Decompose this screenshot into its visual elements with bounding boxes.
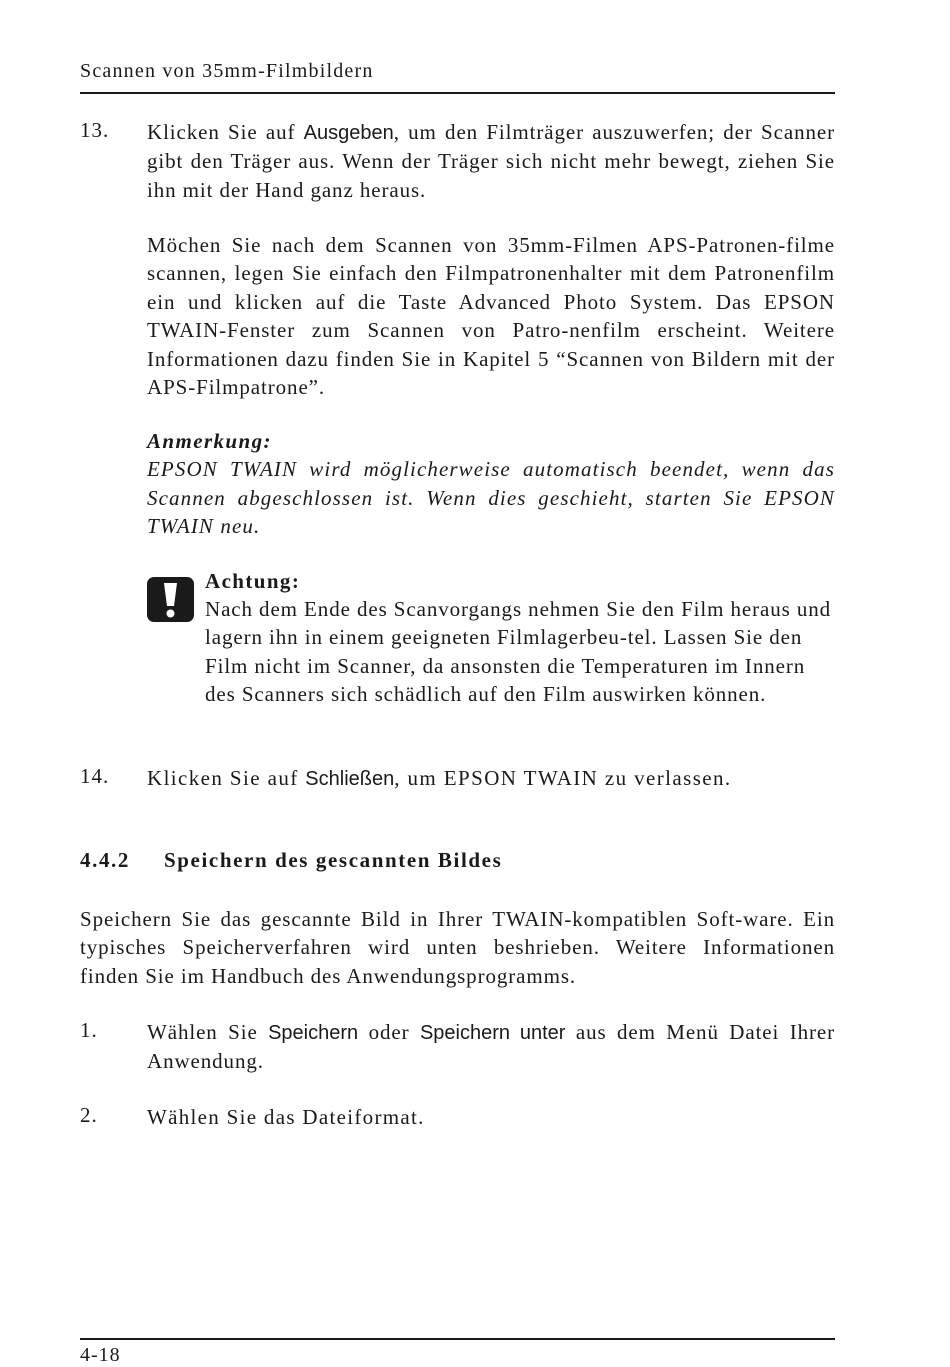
step-14-post: , um EPSON TWAIN zu verlassen. (394, 766, 732, 790)
footer-rule (80, 1338, 835, 1340)
aps-paragraph: Möchen Sie nach dem Scannen von 35mm-Filmen APS-Patronen-filme scannen, legen Sie einfach den Filmpatronenhalter mit dem Patronenfilm ein und klicken auf die Taste Advanced Photo System. Das EPSON TWAIN-Fenster zum Scannen von Patro-nenfilm erscheint. Weitere Informationen dazu finden Sie in Kapitel 5 “Scannen von Bildern mit der APS-Filmpatrone”. (147, 233, 835, 400)
schliessen-ui-label: Schließen (305, 768, 395, 790)
header-rule (80, 92, 835, 94)
running-header: Scannen von 35mm-Filmbildern (80, 60, 374, 82)
caution-text: Nach dem Ende des Scanvorgangs nehmen Sie den Film heraus und lagern ihn in einem geeigneten Filmlagerbeu-tel. Lassen Sie den Film nicht im Scanner, da ansonsten die Temperaturen im Innern des Scanners sich schädlich auf den Film auswirken können. (205, 597, 832, 706)
step-number-14: 14. (80, 764, 110, 788)
page-number: 4-18 (80, 1344, 121, 1366)
note-heading: Anmerkung: (147, 429, 272, 453)
section-number: 4.4.2 (80, 848, 130, 872)
step-14-pre: Klicken Sie auf (147, 766, 306, 790)
caution-exclamation-icon (147, 577, 194, 622)
ausgeben-ui-label: Ausgeben (303, 122, 394, 144)
step-13-post: , um den Filmträger auszuwerfen; der Scanner gibt den Träger aus. Wenn der Träger sich nicht mehr bewegt, ziehen Sie ihn mit der Hand ganz heraus. (147, 120, 835, 202)
step-1-post: aus dem Menü Datei Ihrer Anwendung. (147, 1020, 835, 1074)
speichern-unter-ui-label: Speichern unter (419, 1022, 566, 1044)
step-1-mid: oder (358, 1020, 420, 1044)
speichern-ui-label: Speichern (268, 1022, 359, 1044)
step-number-2: 2. (80, 1103, 98, 1127)
note-block (147, 427, 835, 541)
step-number-13: 13. (80, 118, 110, 142)
section-heading (80, 848, 502, 873)
step-14-text (147, 764, 835, 793)
note-text: EPSON TWAIN wird möglicherweise automatisch beendet, wenn das Scannen abgeschlossen ist. Wenn dies geschieht, starten Sie EPSON TWAIN neu. (147, 457, 835, 539)
section-intro-paragraph: Speichern Sie das gescannte Bild in Ihrer TWAIN-kompatiblen Soft-ware. Ein typisches Speicherverfahren wird unten beshrieben. Weitere Informationen finden Sie im Handbuch des Anwendungsprogramms. (80, 907, 835, 988)
step-2-text: Wählen Sie das Dateiformat. (147, 1105, 425, 1129)
caution-heading: Achtung: (205, 569, 301, 593)
step-1-text (147, 1018, 835, 1076)
section-title: Speichern des gescannten Bildes (164, 848, 503, 872)
step-13-text (147, 118, 835, 204)
step-number-1: 1. (80, 1018, 98, 1042)
step-13-pre: Klicken Sie auf (147, 120, 304, 144)
caution-block (205, 567, 835, 708)
step-1-pre: Wählen Sie (147, 1020, 269, 1044)
